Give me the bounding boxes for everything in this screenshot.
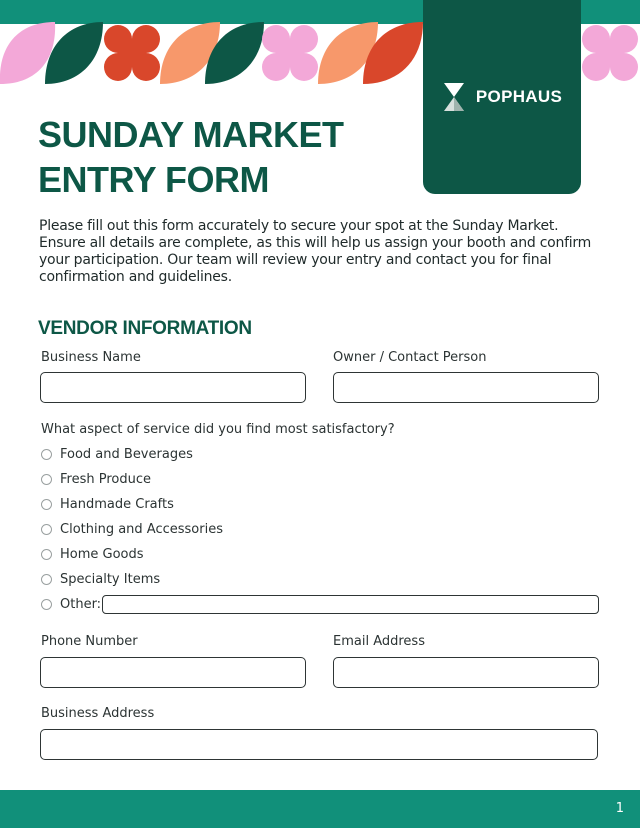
- radio-option-label: Home Goods: [60, 547, 144, 562]
- radio-option-home-goods[interactable]: [41, 547, 144, 562]
- email-label: Email Address: [333, 634, 425, 649]
- page-title: [38, 112, 344, 202]
- phone-input[interactable]: [40, 657, 306, 688]
- radio-option-label: Handmade Crafts: [60, 497, 174, 512]
- radio-option-label: Other:: [60, 597, 102, 612]
- business-name-input[interactable]: [40, 372, 306, 403]
- title-line-1: SUNDAY MARKET: [38, 114, 344, 155]
- radio-button[interactable]: [41, 599, 52, 610]
- brand-name: POPHAUS: [475, 87, 563, 106]
- radio-option-label: Specialty Items: [60, 572, 161, 587]
- business-name-label: Business Name: [41, 350, 141, 365]
- pink-flower-shape: [582, 25, 638, 81]
- address-label: Business Address: [41, 706, 155, 721]
- owner-contact-label: Owner / Contact Person: [333, 350, 487, 365]
- owner-contact-input[interactable]: [333, 372, 599, 403]
- email-input[interactable]: [333, 657, 599, 688]
- radio-button[interactable]: [41, 499, 52, 510]
- page-number: 1: [615, 801, 624, 816]
- pink-flower-shape: [262, 25, 318, 81]
- radio-button[interactable]: [41, 524, 52, 535]
- radio-option-label: Food and Beverages: [60, 447, 193, 462]
- address-input[interactable]: [40, 729, 598, 760]
- service-question: What aspect of service did you find most satisfactory?: [41, 422, 395, 437]
- radio-option-crafts[interactable]: [41, 497, 174, 512]
- title-line-2: ENTRY FORM: [38, 159, 270, 200]
- radio-option-clothing[interactable]: [41, 522, 223, 537]
- intro-paragraph: Please fill out this form accurately to secure your spot at the Sunday Market. Ensure all details are complete, as this will help us assign your booth and confirm your participation. Our team will review your entry and contact you for final confirmation and guidelines.: [39, 218, 592, 285]
- radio-button[interactable]: [41, 449, 52, 460]
- radio-option-label: Fresh Produce: [60, 472, 151, 487]
- radio-button[interactable]: [41, 474, 52, 485]
- radio-button[interactable]: [41, 574, 52, 585]
- brand-panel: [423, 0, 581, 194]
- radio-option-produce[interactable]: [41, 472, 151, 487]
- radio-option-label: Clothing and Accessories: [60, 522, 223, 537]
- phone-label: Phone Number: [41, 634, 138, 649]
- red-flower-shape: [104, 25, 160, 81]
- pophaus-logo-icon: [442, 81, 466, 113]
- radio-option-other[interactable]: [41, 597, 101, 612]
- other-text-input[interactable]: [102, 595, 599, 614]
- radio-button[interactable]: [41, 549, 52, 560]
- footer-bar: [0, 790, 640, 828]
- radio-option-specialty[interactable]: [41, 572, 160, 587]
- radio-option-food[interactable]: [41, 447, 193, 462]
- section-title: VENDOR INFORMATION: [38, 318, 252, 339]
